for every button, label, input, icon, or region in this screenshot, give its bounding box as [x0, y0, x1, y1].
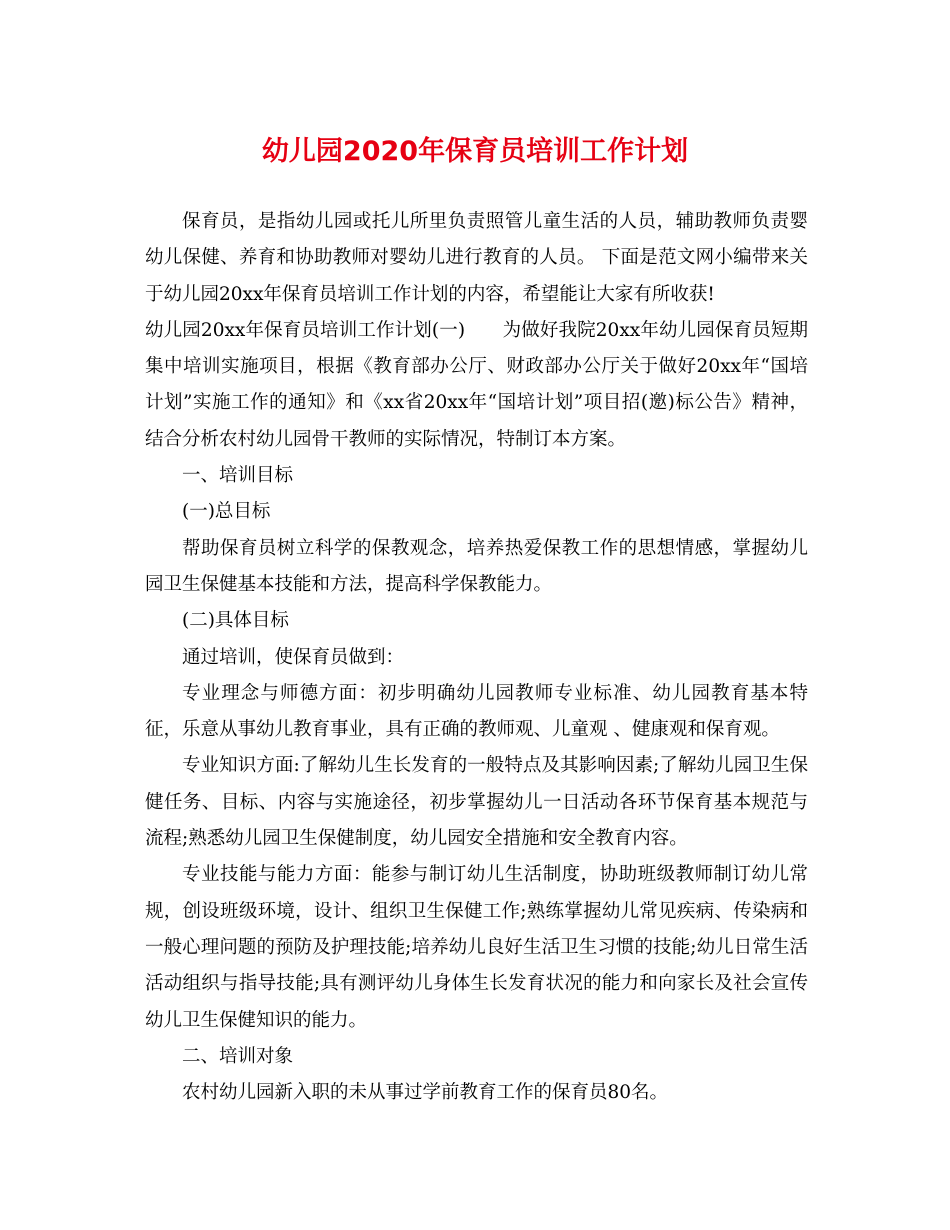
paragraph: 保育员，是指幼儿园或托儿所里负责照管儿童生活的人员，辅助教师负责婴幼儿保健、养育和协助教师对婴幼儿进行教育的人员。 下面是范文网小编带来关于幼儿园20xx年保育员培训工作计划的内容，希望能让大家有所收获!	[145, 211, 808, 305]
paragraph: 帮助保育员树立科学的保教观念，培养热爱保教工作的思想情感，掌握幼儿园卫生保健基本技能和方法，提高科学保教能力。	[145, 537, 808, 595]
paragraph: 一、培训目标	[182, 465, 294, 487]
paragraph: 农村幼儿园新入职的未从事过学前教育工作的保育员80名。	[182, 1082, 669, 1104]
paragraph: 专业理念与师德方面：初步明确幼儿园教师专业标准、幼儿园教育基本特征，乐意从事幼儿教育事业，具有正确的教师观、儿童观 、健康观和保育观。	[145, 682, 808, 741]
paragraph: 专业技能与能力方面：能参与制订幼儿生活制度，协助班级教师制订幼儿常规，创设班级环境，设计、组织卫生保健工作;熟练掌握幼儿常见疾病、传染病和一般心理问题的预防及护理技能;培养幼儿良好生活卫生习惯的技能;幼儿日常生活活动组织与指导技能;具有测评幼儿身体生长发育状况的能力和向家长及社会宣传幼儿卫生保健知识的能力。	[145, 864, 808, 1031]
document-body	[145, 204, 808, 1111]
paragraph: 二、培训对象	[182, 1045, 294, 1067]
paragraph: 专业知识方面:了解幼儿生长发育的一般特点及其影响因素;了解幼儿园卫生保健任务、目标、内容与实施途径，初步掌握幼儿一日活动各环节保育基本规范与流程;熟悉幼儿园卫生保健制度，幼儿园安全措施和安全教育内容。	[145, 755, 808, 850]
paragraph: (一)总目标	[182, 501, 271, 523]
paragraph: 通过培训，使保育员做到：	[182, 646, 405, 668]
paragraph: (二)具体目标	[182, 610, 289, 632]
paragraph: 幼儿园20xx年保育员培训工作计划(一) 为做好我院20xx年幼儿园保育员短期集中培训实施项目，根据《教育部办公厅、财政部办公厅关于做好20xx年“国培计划”实施工作的通知》和《xx省20xx年“国培计划”项目招(邀)标公告》精神，结合分析农村幼儿园骨干教师的实际情况，特制订本方案。	[145, 319, 808, 450]
document-title: 幼儿园2020年保育员培训工作计划	[261, 136, 689, 167]
